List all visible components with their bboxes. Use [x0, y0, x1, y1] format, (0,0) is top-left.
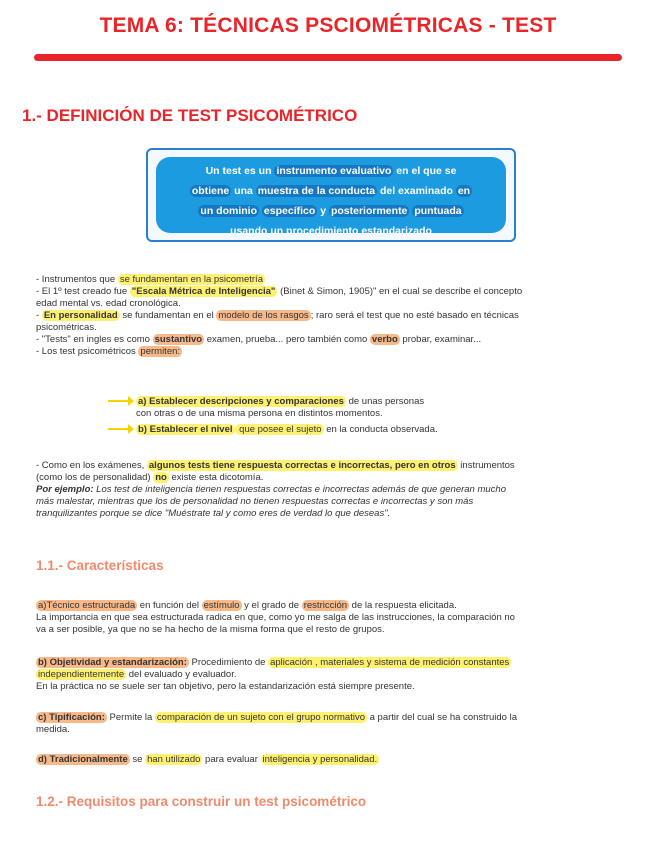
bullet-4: - "Tests" en ingles es como sustantivo examen, prueba... pero también como verbo probar, examinar... [36, 334, 482, 345]
section-1-2-heading: 1.2.- Requisitos para construir un test psicométrico [36, 794, 367, 809]
bullet-3-cont: psicométricas. [36, 322, 97, 333]
arrow-item-a-cont: con otras o de una misma persona en distintos momentos. [136, 408, 383, 419]
arrow-right-icon [108, 400, 132, 402]
arrow-item-a: a) Establecer descripciones y comparaciones de unas personas [108, 396, 424, 408]
arrow-item-b: b) Establecer el nivel que posee el sujeto en la conducta observada. [108, 424, 438, 436]
bullet-2: - El 1º test creado fue "Escala Métrica de Inteligencia" (Binet & Simon, 1905)" en el cual se describe el concepto [36, 286, 523, 297]
exam-paragraph: - Como en los exámenes, algunos tests tiene respuesta correctas e incorrectas, pero en otros instrumentos (como los de personalidad) no existe esta dicotomía. Por ejemplo: Los test de inteligencia tienen respuestas correctas e incorrectas además de que generan mucho más malestar, mientras que los de personalidad no tienen respuestas correctas e incorrectas y son más tranquilizantes porque se dice "Muéstrate tal y como eres de verdad lo que deseas". [36, 460, 515, 519]
bullet-5: - Los test psicométricos permiten: [36, 346, 181, 357]
characteristic-b: b) Objetividad y estandarización: Procedimiento de aplicación , materiales y sistema de medición constantes independientemente del evaluado y evaluador. En la práctica no se suele ser tan objetivo, pero la estandarización está siempre presente. [36, 657, 510, 692]
section-1-1-heading: 1.1.- Características [36, 558, 164, 573]
arrow-right-icon [108, 428, 132, 430]
bullet-3: - En personalidad se fundamentan en el modelo de los rasgos ; raro será el test que no esté basado en técnicas [36, 310, 519, 321]
title-underline [34, 54, 622, 61]
definition-box [146, 148, 516, 242]
characteristic-a: a)Técnico estructurada en función del estímulo y el grado de restricción de la respuesta elicitada. La importancia en que sea estructurada radica en que, como yo me salga de las instrucciones, la comparación no va a ser posible, ya que no se ha hecho de la misma forma que el resto de grupos. [36, 600, 515, 635]
bullet-2-cont: edad mental vs. edad cronológica. [36, 298, 181, 309]
characteristic-c: c) Tipificación: Permite la comparación de un sujeto con el grupo normativo a partir del cual se ha construido la medida. [36, 712, 517, 735]
page-title: TEMA 6: TÉCNICAS PSCIOMÉTRICAS - TEST [99, 14, 557, 37]
definition-text: Un test es un instrumento evaluativo en el que se obtiene una muestra de la conducta del examinado en un dominio específico y posteriormente puntuada usando un procedimiento estandarizado [156, 157, 506, 233]
bullet-1: - Instrumentos que se fundamentan en la psicometría [36, 274, 263, 285]
section-1-heading: 1.- DEFINICIÓN DE TEST PSICOMÉTRICO [22, 106, 358, 125]
characteristic-d: d) Tradicionalmente se han utilizado para evaluar inteligencia y personalidad. [38, 754, 378, 765]
bullet-list [36, 274, 636, 358]
